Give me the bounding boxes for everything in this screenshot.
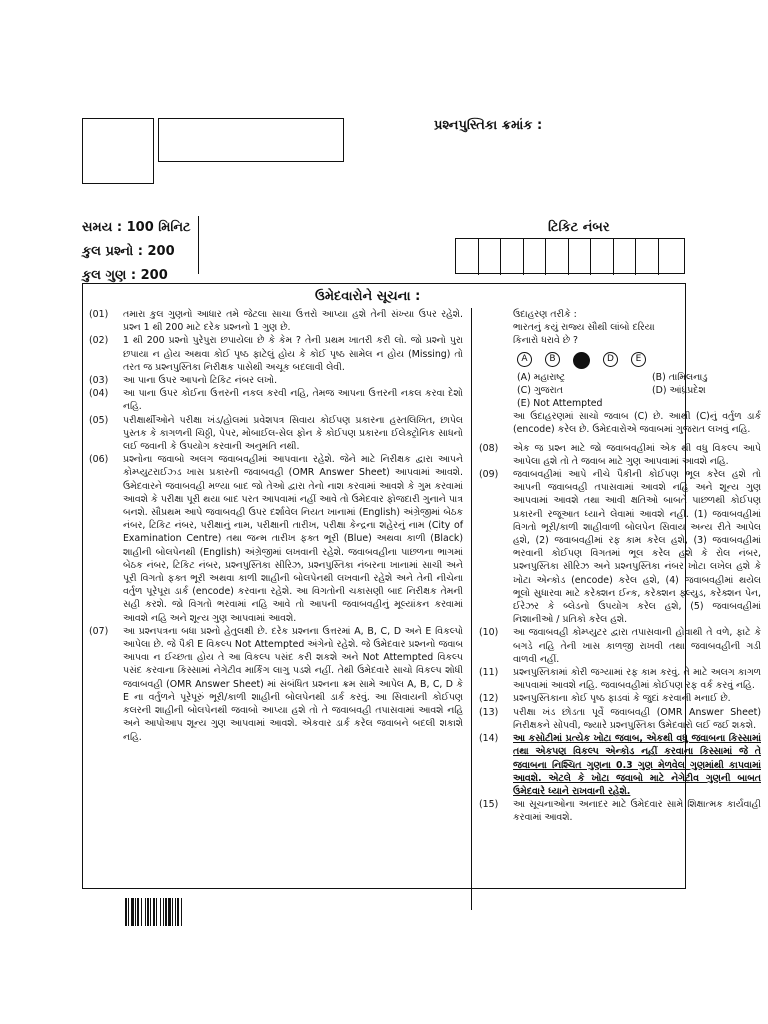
instruction-text: આ પાના ઉપર કોઈના ઉત્તરની નકલ કરવી નહિ, તેમજ આપના ઉત્તરની નકલ કરવા દેશો નહિ. xyxy=(123,388,463,413)
ticket-cell[interactable] xyxy=(614,239,637,275)
instruction-item xyxy=(479,442,761,468)
instruction-item xyxy=(479,666,761,692)
instruction-text: આ જવાબવહી કોમ્પ્યુટર દ્વારા તપાસવાની હોવાથી તે વળે, ફાટે કે બગડે નહિ તેની ખાસ કાળજી રાખવી તથા જવાબવહીની ગડી વાળવી નહીં. xyxy=(513,627,761,665)
ticket-cell[interactable] xyxy=(569,239,592,275)
example-option: (A) મહારાષ્ટ્ર xyxy=(517,371,566,383)
ticket-cell[interactable] xyxy=(636,239,659,275)
instruction-item xyxy=(89,453,463,625)
instruction-number: (06) xyxy=(89,454,109,466)
barcode-bar xyxy=(137,898,139,926)
column-divider xyxy=(471,308,472,910)
instruction-text: પરીક્ષા ખંડ છોડતા પૂર્વે જવાબવહી (OMR Answer Sheet) નિરીક્ષકને સોંપવી, જ્યારે પ્રશ્નપુસ્તિકા ઉમેદવારો લઈ જઈ શકશે. xyxy=(513,706,761,731)
barcode-bar xyxy=(147,898,149,926)
exam-total-questions: કુલ પ્રશ્નો : 200 xyxy=(82,244,175,259)
barcode-bar xyxy=(175,898,176,926)
exam-time: સમય : 100 મિનિટ xyxy=(82,220,191,235)
barcode-bar xyxy=(153,898,155,926)
instruction-text: આ પ્રશ્નપત્રના બધા પ્રશ્નો હેતુલક્ષી છે. દરેક પ્રશ્નના ઉત્તરમાં A, B, C, D અને E વિકલ્પો આપેલા છે. જે પૈકી E વિકલ્પ Not Attempted અંગેનો રહેશે. જે ઉમેદવાર પ્રશ્નનો જવાબ આપવા ન ઈચ્છતા હોય તે આ વિકલ્પ પસંદ કરી શકશે અને Not Attempted વિકલ્પ પસંદ કરવાના કિસ્સામાં નેગેટીવ માર્કિંગ લાગુ પડશે નહીં. તેથી ઉમેદવારે સાચો વિકલ્પ શોધી જવાબવહી (OMR Answer Sheet) માં સંબંધિત પ્રશ્નના ક્રમ સામે આપેલ A, B, C, D કે E ના વર્તુળને પૂરેપૂરું ભૂરી/કાળી શાહીની બોલપેનથી ડાર્ક કરવું. આ સિવાયની કોઈપણ કલરની શાહીની બોલપેનથી જવાબો આપ્યા હશે તો તે જવાબવહી તપાસવામાં આવશે નહિ અને આપોઆપ શૂન્ય ગુણ આપવામાં આવશે. એકવાર ડાર્ક કરેલ જવાબને બદલી શકાશે નહિ. xyxy=(123,625,463,743)
instruction-text: પરીક્ષાર્થીઓને પરીક્ષા ખંડ/હોલમાં પ્રવેશપત્ર સિવાય કોઈપણ પ્રકારના હસ્તલિખિત, છાપેલ પુસ્તક કે કાગળની ચિઠ્ઠી, પેપર, મોબાઈલ-સેલ ફોન કે કોઈપણ પ્રકારના ઈલેક્ટ્રોનિક સાધનો લઈ જવાની કે ઉપયોગ કરવાની અનુમતિ નથી. xyxy=(123,414,463,453)
instruction-item xyxy=(479,732,761,798)
barcode-bar xyxy=(163,898,164,926)
instruction-text: આ કસોટીમાં પ્રત્યેક ખોટા જવાબ, એકથી વધુ જવાબના કિસ્સામાં તથા એકપણ વિકલ્પ એન્કોડ નહીં કરવાના કિસ્સામાં જે તે જવાબના નિશ્ચિત ગુણના 0.3 ગુણ મેળવેલ ગુણમાંથી કાપવામાં આવશે. એટલે કે ખોટા જવાબો માટે નેગેટીવ ગુણની બાબત ઉમેદવારે ધ્યાને રાખવાની રહેશે. xyxy=(513,733,761,797)
example-label: ઉદાહરણ તરીકે : xyxy=(513,309,577,320)
example-option: (C) ગુજરાત xyxy=(517,384,563,396)
exam-meta xyxy=(82,216,200,288)
barcode-bar xyxy=(156,898,157,926)
instruction-number: (10) xyxy=(479,627,499,639)
ticket-cell[interactable] xyxy=(591,239,614,275)
meta-divider xyxy=(198,216,199,274)
instruction-text: આ પાના ઉપર આપનો ટિકિટ નંબર લખો. xyxy=(123,375,278,387)
instruction-number: (07) xyxy=(89,625,109,637)
instruction-text: પ્રશ્નોના જવાબો અલગ જવાબવહીમાં આપવાના રહેશે. જેને માટે નિરીક્ષક દ્વારા આપને કોમ્પ્યુટરાઈઝ્ડ ખાસ પ્રકારની જવાબવહી (OMR Answer Sheet) આપવામાં આવશે. ઉમેદવારને જવાબવહી મળ્યા બાદ જો તેઓ દ્વારા તેનો નાશ કરવામાં આવશે કે ગુમ કરવામાં આવશે કે પરીક્ષા પૂરી થયા બાદ પરત આપવામાં નહીં આવે તો ઉમેદવાર ફોજદારી ગુનાને પાત્ર બનશે. સૌપ્રથમ આપે જવાબવહી ઉપર દર્શાવેલ નિયત ખાનામાં (English) અંગ્રેજીમાં બેઠક નંબર, ટિકિટ નંબર, પરીક્ષાનું નામ, પરીક્ષાની તારીખ, પરીક્ષા કેન્દ્રના શહેરનું નામ (City of Examination Centre) તથા જન્મ તારીખ ફક્ત ભૂરી (Blue) અથવા કાળી (Black) શાહીની બોલપેનથી (English) અંગ્રેજીમાં લખવાની રહેશે. જવાબવહીના પાછળના ભાગમાં બેઠક નંબર, ટિકિટ નંબર, પ્રશ્નપુસ્તિકા સીરિઝ, પ્રશ્નપુસ્તિકા નંબરના ખાનામાં સાચી અને પૂરી વિગતો ફક્ત ભૂરી અથવા કાળી શાહીની બોલપેનથી લખવાની રહેશે અને તેની નીચેના વર્તુળ પૂરેપૂરા ડાર્ક (encode) કરવાના રહેશે. આ વિગતોની ચકાસણી બાદ નિરીક્ષક તેમની સહી કરશે. જો વિગતો ભરવામાં નહિ આવે તો આપની જવાબવહીનું મૂલ્યાંકન કરવામાં આવશે નહિ અને શૂન્ય ગુણ આપવામાં આવશે. xyxy=(123,454,463,624)
barcode-bar xyxy=(131,898,134,926)
right-items xyxy=(479,442,761,825)
booklet-number-box xyxy=(158,118,344,162)
ticket-number-grid[interactable] xyxy=(455,238,685,274)
example-option xyxy=(652,397,768,410)
barcode-bar xyxy=(172,898,173,926)
exam-total-marks: કુલ ગુણ : 200 xyxy=(82,268,168,283)
instruction-text: પ્રશ્નપુસ્તિકાના કોઈ પૃષ્ઠ ફાડવાં કે જુદાં કરવાની મનાઈ છે. xyxy=(513,693,731,705)
barcode-bar xyxy=(177,898,179,926)
ticket-cell[interactable] xyxy=(501,239,524,275)
example-options xyxy=(517,371,708,411)
instruction-number: (02) xyxy=(89,335,109,347)
instruction-item xyxy=(89,374,463,387)
barcode-bar xyxy=(150,898,151,926)
example-option: (E) Not Attempted xyxy=(517,398,603,410)
instructions-title: ઉમેદવારોને સૂચના : xyxy=(315,289,421,304)
bubble-c-filled xyxy=(573,352,590,369)
barcode-bar xyxy=(165,898,167,926)
bubble-a: A xyxy=(517,352,532,367)
instruction-item xyxy=(89,308,463,334)
barcode xyxy=(125,898,217,926)
instruction-text: પ્રશ્નપુસ્તિકામાં કોરી જગ્યામાં રફ કામ કરવું. તે માટે અલગ કાગળ આપવામાં આવશે નહિ. જવાબવહીમાં કોઈપણ રફ વર્ક કરવું નહિ. xyxy=(513,667,761,692)
ticket-cell[interactable] xyxy=(524,239,547,275)
instruction-number: (15) xyxy=(479,799,499,811)
bubble-e: E xyxy=(631,352,646,367)
ticket-cell[interactable] xyxy=(546,239,569,275)
instruction-item xyxy=(479,798,761,824)
instruction-number: (11) xyxy=(479,667,499,679)
instruction-number: (05) xyxy=(89,414,109,426)
photo-box xyxy=(82,118,154,184)
instruction-number: (04) xyxy=(89,388,109,400)
instruction-item xyxy=(479,468,761,626)
instruction-text: એક જ પ્રશ્ન માટે જો જવાબવહીમાં એક થી વધુ વિકલ્પ આપે આપેલા હશે તો તે જવાબ માટે ગુણ આપવામાં આવશે નહિ. xyxy=(513,442,761,467)
barcode-bar xyxy=(145,898,146,926)
ticket-cell[interactable] xyxy=(456,239,479,275)
instruction-text: જવાબવહીમાં આપે નીચે પૈકીની કોઈપણ ભૂલ કરેલ હશે તો આપની જવાબવહી તપાસવામાં આવશે નહિ અને શૂન્ય ગુણ આપવામાં આવશે તથા આવી ક્ષતિઓ બાબતે પાછળથી કોઈપણ પ્રકારની રજૂઆત ધ્યાને લેવામાં આવશે નહી. (1) જવાબવહીમાં વિગતો ભૂરી/કાળી શાહીવાળી બોલપેન સિવાય અન્ય રીતે આપેલ હશે, (2) જવાબવહીમાં રફ કામ કરેલ હશે, (3) જવાબવહીમાં ભરવાની કોઈપણ વિગતમાં ભૂલ કરેલ હશે કે રોલ નંબર, પ્રશ્નપુસ્તિકા સીરિઝ અને પ્રશ્નપુસ્તિકા નંબર ખોટા લખેલ હશે કે ખોટા એન્કોડ (encode) કરેલ હશે, (4) જવાબવહીમાં થયેલ ભૂલો સુધારવા માટે કરેક્શન ઈન્ક, કરેક્શન ફ્લ્યુડ, કરેક્શન પેન, ઈરેઝર કે બ્લેડનો ઉપયોગ કરેલ હશે, (5) જવાબવહીમાં નિશાનીઓ / પ્રતિકો કરેલ હશે. xyxy=(513,469,761,626)
instruction-item xyxy=(89,334,463,374)
barcode-bar xyxy=(160,898,161,926)
barcode-bar xyxy=(141,898,142,926)
instruction-text: આ સૂચનાઓના અનાદર માટે ઉમેદવાર સામે શિક્ષાત્મક કાર્યવાહી કરવામાં આવશે. xyxy=(513,799,761,824)
instruction-number: (14) xyxy=(479,733,499,745)
example-option: (D) આંધ્રપ્રદેશ xyxy=(652,384,706,396)
instruction-number: (01) xyxy=(89,309,109,320)
bubble-d: D xyxy=(603,352,618,367)
ticket-cell[interactable] xyxy=(479,239,502,275)
bubble-b: B xyxy=(545,352,560,367)
barcode-bar xyxy=(135,898,136,926)
instruction-item xyxy=(89,387,463,413)
instruction-number: (12) xyxy=(479,693,499,705)
instructions-right-column xyxy=(479,308,761,825)
instructions-left-column xyxy=(89,308,463,744)
instruction-number: (08) xyxy=(479,442,499,454)
barcode-bar xyxy=(128,898,129,926)
instruction-number: (03) xyxy=(89,375,109,387)
ticket-number-label: ટિકિટ નંબર xyxy=(548,220,610,235)
instruction-item xyxy=(89,414,463,454)
ticket-cell[interactable] xyxy=(659,239,682,275)
instruction-item xyxy=(479,692,761,705)
booklet-number-label: પ્રશ્નપુસ્તિકા ક્રમાંક : xyxy=(434,118,543,133)
instruction-item xyxy=(479,706,761,732)
barcode-bar xyxy=(181,898,182,926)
example-block xyxy=(513,308,761,437)
instruction-item xyxy=(89,625,463,744)
example-option: (B) તામિલનાડુ xyxy=(652,371,708,383)
instruction-text: 1 થી 200 પ્રશ્નો પુરેપુરા છપાયેલા છે કે કેમ ? તેની પ્રથમ ખાતરી કરી લો. જો પ્રશ્નો પુરા છપાયા ન હોય અથવા કોઈ પૃષ્ઠ ફાટેલું હોય કે કોઈ પૃષ્ઠ સામેલ ન હોય (Missing) તો તરત જ પ્રશ્નપુસ્તિકા નિરીક્ષક પાસેથી અચૂક બદલાવી લેવી. xyxy=(123,335,463,373)
instructions-box xyxy=(82,283,761,889)
example-note: આ ઉદાહરણમાં સાચો જવાબ (C) છે. આથી (C)નું વર્તુળ ડાર્ક (encode) કરેલ છે. ઉમેદવારોએ જવાબમાં ગુજરાત લખવું નહિ. xyxy=(513,411,761,436)
example-bubbles xyxy=(517,352,679,369)
instruction-number: (09) xyxy=(479,469,499,481)
example-question: ભારતનું કયું રાજ્ય સૌથી લાંબો દરિયા કિનારો ધરાવે છે ? xyxy=(513,322,655,347)
barcode-bar xyxy=(125,898,127,926)
instruction-text: તમારા કુલ ગુણનો આધાર તમે જેટલા સાચા ઉત્તરો આપ્યા હશે તેની સંખ્યા ઉપર રહેશે. પ્રશ્ન 1 થી 200 માટે દરેક પ્રશ્નનો 1 ગુણ છે. xyxy=(123,309,463,334)
instruction-number: (13) xyxy=(479,706,499,718)
instruction-item xyxy=(479,626,761,666)
barcode-bar xyxy=(168,898,171,926)
